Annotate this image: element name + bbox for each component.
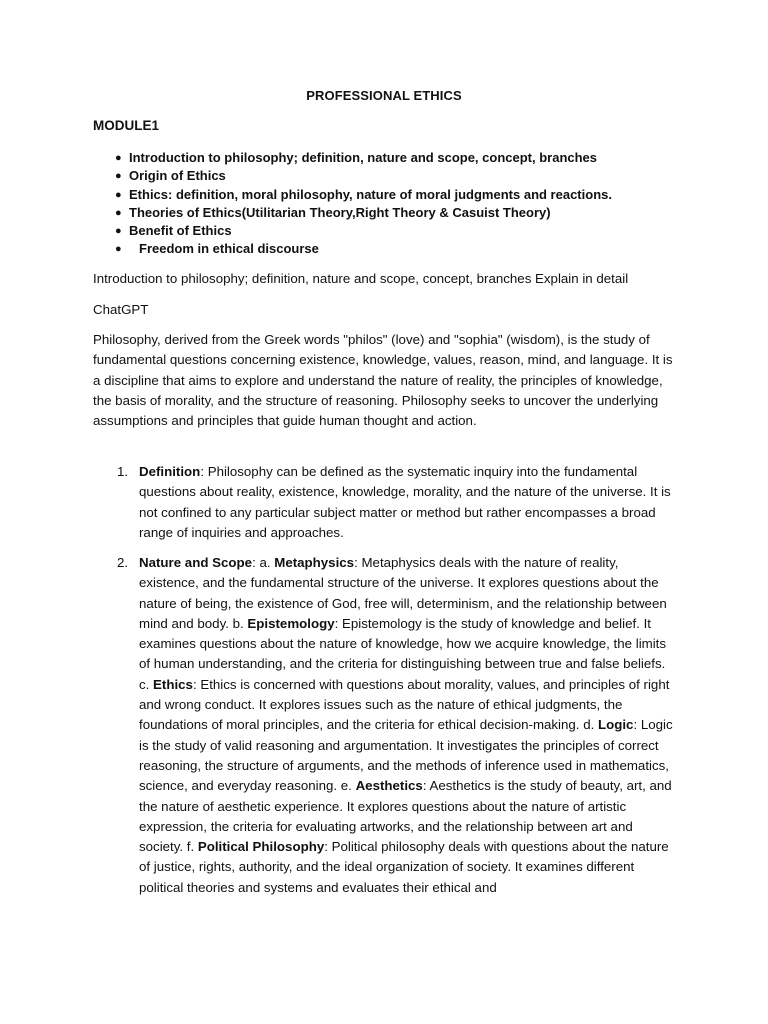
- topic-text: Introduction to philosophy; definition, nature and scope, concept, branches: [129, 150, 598, 165]
- definition-text: : Philosophy can be defined as the systematic inquiry into the fundamental questions about reality, existence, knowledge, morality, and the nature of the universe. It is not confined to any particular subject matter or method but rather encompasses a broad range of inquiries and approaches.: [139, 464, 671, 540]
- lead-text: : a.: [252, 555, 275, 570]
- list-item-nature-scope: [93, 553, 678, 898]
- bullet-icon: ●: [115, 188, 122, 201]
- topic-list: [115, 149, 612, 259]
- document-title: PROFESSIONAL ETHICS: [306, 88, 462, 103]
- bullet-icon: ●: [115, 170, 122, 183]
- topic-text: Freedom in ethical discourse: [139, 241, 319, 257]
- topic-item: [115, 240, 612, 258]
- metaphysics-text: : Metaphysics deals with the nature of reality, existence, and the fundamental structure of the universe. It explores questions about the nature of being, the existence of God, free will, determinism, and the relationship between mind and body. b.: [139, 555, 667, 631]
- topic-item: [115, 149, 612, 167]
- item-number: 2.: [117, 555, 129, 570]
- topic-text: Ethics: definition, moral philosophy, nature of moral judgments and reactions.: [129, 186, 612, 202]
- item-number: 1.: [117, 464, 129, 479]
- term-definition: Definition: [139, 464, 201, 479]
- aesthetics-text: : Aesthetics is the study of beauty, art, and the nature of aesthetic experience. It explores questions about the nature of artistic expression, the criteria for evaluating artworks, and the relationship between art and society. f.: [139, 778, 672, 855]
- module-heading: MODULE1: [93, 118, 160, 133]
- term-epistemology: Epistemology: [247, 615, 335, 631]
- bullet-icon: ●: [115, 206, 122, 219]
- logic-text: : Logic is the study of valid reasoning and argumentation. It investigates the principles of correct reasoning, the structure of arguments, and the methods of inference used in mathematics, science, and everyday reasoning. e.: [139, 717, 673, 794]
- term-ethics: Ethics: [153, 676, 193, 692]
- term-aesthetics: Aesthetics: [355, 778, 423, 794]
- numbered-list-2: [93, 553, 678, 898]
- topic-item: [115, 204, 612, 222]
- topic-text: Benefit of Ethics: [129, 223, 232, 239]
- speaker-label: ChatGPT: [93, 302, 149, 317]
- topic-text: Origin of Ethics: [129, 168, 226, 184]
- term-nature-scope: Nature and Scope: [139, 555, 253, 570]
- topic-item: [115, 186, 612, 204]
- term-logic: Logic: [597, 717, 634, 733]
- numbered-list-1: [93, 462, 678, 543]
- term-metaphysics: Metaphysics: [274, 555, 355, 570]
- bullet-icon: ●: [115, 243, 122, 256]
- bullet-icon: ●: [115, 152, 122, 164]
- intro-paragraph: Philosophy, derived from the Greek words "philos" (love) and "sophia" (wisdom), is the study of fundamental questions concerning existence, knowledge, values, reason, mind, and language. It is a discipline that aims to explore and understand the nature of reality, the principles of knowledge, the basis of morality, and the structure of reasoning. Philosophy seeks to uncover the underlying assumptions and principles that guide human thought and action.: [93, 332, 673, 429]
- term-political-philosophy: Political Philosophy: [197, 839, 325, 855]
- political-philosophy-text: : Political philosophy deals with questions about the nature of justice, rights, authority, and the ideal organization of society. It examines different political theories and systems and evaluates their ethical and: [139, 839, 669, 895]
- topic-item: [115, 222, 612, 240]
- question-text: Introduction to philosophy; definition, nature and scope, concept, branches Explain in detail: [93, 271, 629, 286]
- topic-text: Theories of Ethics(Utilitarian Theory,Right Theory & Casuist Theory): [129, 204, 551, 220]
- ethics-text: : Ethics is concerned with questions about morality, values, and principles of right and wrong conduct. It explores issues such as the nature of ethical judgments, the foundations of moral principles, and the criteria for ethical decision-making. d.: [139, 676, 670, 733]
- topic-item: [115, 167, 612, 185]
- list-item-definition: [93, 462, 678, 543]
- bullet-icon: ●: [115, 225, 122, 238]
- epistemology-text: : Epistemology is the study of knowledge and belief. It examines questions about the nature of knowledge, how we acquire knowledge, the limits of human understanding, and the criteria for distinguishing between true and false beliefs. c.: [139, 615, 667, 692]
